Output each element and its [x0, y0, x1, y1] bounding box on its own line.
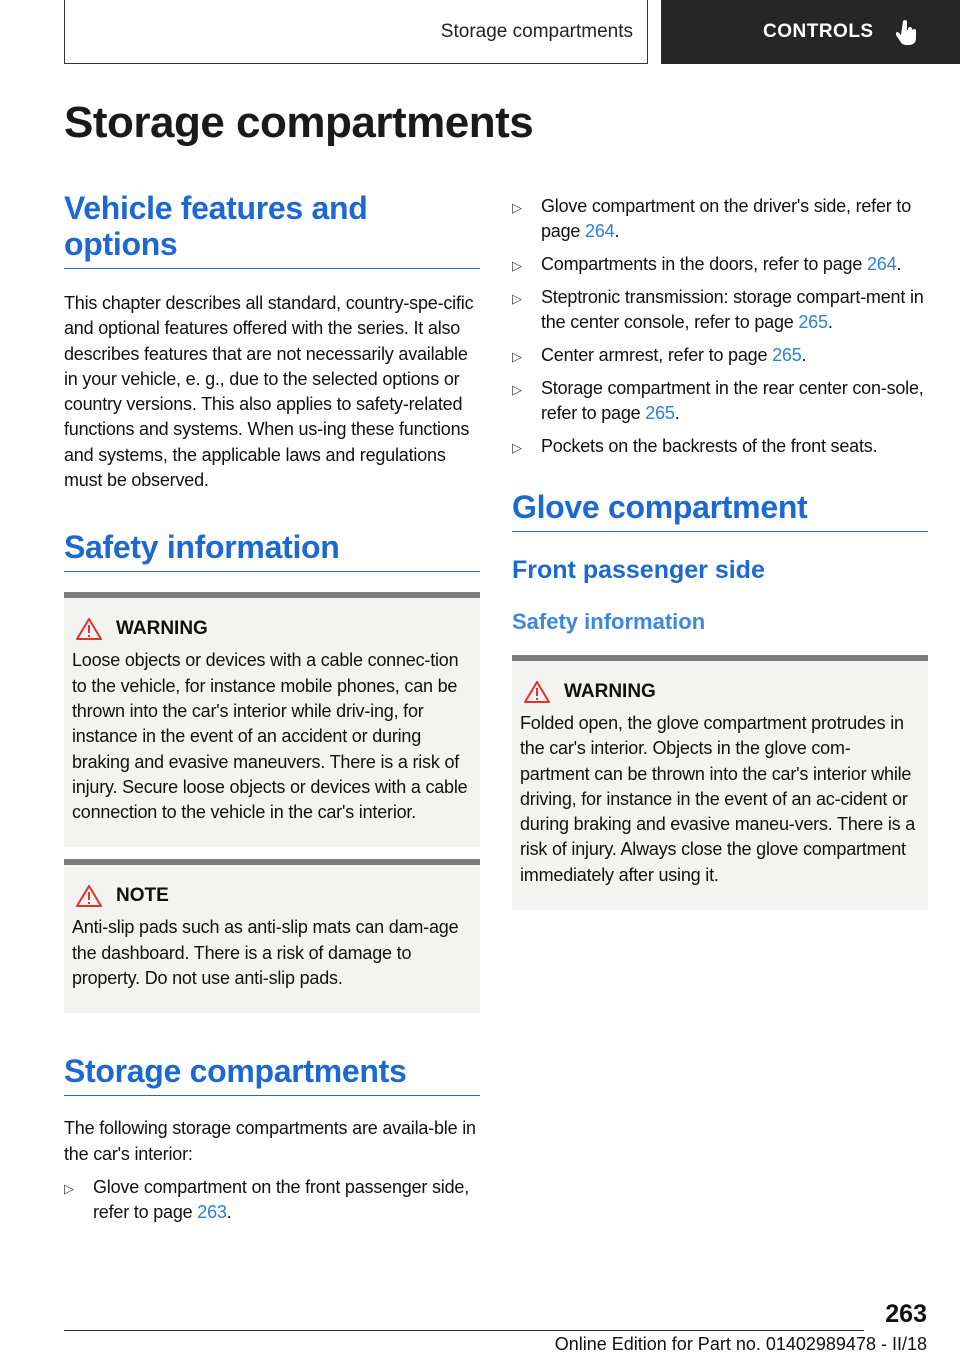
storage-list-right	[512, 194, 928, 459]
bullet-triangle-icon: ▷	[512, 258, 522, 273]
bullet-triangle-icon: ▷	[512, 200, 522, 215]
header-section-label: Storage compartments	[440, 20, 633, 42]
list-item-text: Pockets on the backrests of the front seats.	[541, 436, 878, 456]
storage-intro-text: The following storage compartments are availa-ble in the car's interior:	[64, 1118, 476, 1164]
safety-information-subheading: Safety information	[512, 609, 706, 634]
front-passenger-side-heading: Front passenger side	[512, 556, 765, 584]
list-item	[64, 1175, 480, 1225]
left-column	[64, 190, 480, 1233]
header-section-tab	[64, 0, 648, 64]
storage-compartments-heading: Storage compartments	[64, 1053, 480, 1096]
list-item-text: Steptronic transmission: storage compart-ment in the center console, refer to page	[541, 287, 924, 332]
page-link[interactable]: 265	[772, 345, 802, 365]
glove-compartment-heading: Glove compartment	[512, 489, 928, 532]
list-item-end: .	[674, 403, 680, 423]
page-link[interactable]: 265	[798, 312, 828, 332]
bullet-triangle-icon: ▷	[512, 440, 522, 455]
safety-information-heading: Safety information	[64, 529, 480, 572]
footer-divider	[64, 1330, 864, 1331]
list-item	[512, 252, 928, 277]
list-item-end: .	[827, 312, 833, 332]
vehicle-features-heading: Vehicle features and options	[64, 190, 480, 269]
bullet-triangle-icon: ▷	[512, 291, 522, 306]
list-item	[512, 434, 928, 459]
list-item-text: Storage compartment in the rear center con-sole, refer to page	[541, 378, 924, 423]
list-item-text: Compartments in the doors, refer to page	[541, 254, 867, 274]
page-number: 263	[885, 1300, 927, 1328]
list-item-text: Center armrest, refer to page	[541, 345, 773, 365]
note-triangle-icon	[76, 885, 102, 907]
page-link[interactable]: 263	[197, 1201, 227, 1222]
warning-box	[64, 592, 480, 847]
right-column	[512, 194, 928, 910]
warning-text: Folded open, the glove compartment protrudes in the car's interior. Objects in the glove com-partment can be thrown into the car's interior while driving, for instance in the event of an ac-cident or during braking and evasive maneu-vers. There is a risk of injury. Always close the glove compartment immediately after using it.	[520, 713, 916, 885]
bullet-triangle-icon: ▷	[64, 1180, 74, 1196]
footer-edition: Online Edition for Part no. 01402989478 - II/18	[554, 1334, 927, 1354]
warning-text: Loose objects or devices with a cable connec-tion to the vehicle, for instance mobile phones, can be thrown into the car's interior while driv-ing, for instance in the event of an accident or during braking and evasive maneuvers. There is a risk of injury. Secure loose objects or devices with a cable connection to the vehicle in the car's interior.	[72, 650, 468, 823]
page-link[interactable]: 265	[645, 403, 675, 423]
list-item-text: Glove compartment on the driver's side, refer to page	[541, 196, 911, 241]
vehicle-features-text: This chapter describes all standard, country-spe-cific and optional features offered with the series. It also describes features that are not necessarily available in your vehicle, e. g., due to the selected options or country versions. This also applies to safety-related functions and systems. When us-ing these functions and systems, the applicable laws and regulations must be observed.	[64, 293, 474, 491]
note-label: NOTE	[116, 885, 169, 907]
header-chapter-label: CONTROLS	[763, 21, 874, 42]
warning-box	[512, 655, 928, 910]
header-chapter-tab	[661, 0, 960, 64]
list-item	[512, 343, 928, 368]
list-item-end: .	[226, 1201, 232, 1222]
page-link[interactable]: 264	[585, 221, 615, 241]
bullet-triangle-icon: ▷	[512, 382, 522, 397]
list-item-end: .	[614, 221, 620, 241]
list-item	[512, 194, 928, 244]
pointing-hand-icon	[896, 19, 918, 45]
list-item	[512, 376, 928, 426]
note-text: Anti-slip pads such as anti-slip mats can dam-age the dashboard. There is a risk of damage to property. Do not use anti-slip pads.	[72, 917, 459, 989]
warning-label: WARNING	[564, 681, 656, 702]
bullet-triangle-icon: ▷	[512, 349, 522, 364]
list-item	[512, 285, 928, 335]
page-link[interactable]: 264	[866, 254, 897, 274]
note-box	[64, 859, 480, 1013]
list-item-end: .	[801, 345, 807, 365]
list-item-text: Glove compartment on the front passenger side, refer to page	[93, 1176, 470, 1222]
warning-label: WARNING	[116, 618, 208, 640]
warning-triangle-icon	[76, 618, 102, 640]
storage-list-left	[64, 1175, 480, 1225]
warning-triangle-icon	[524, 681, 550, 703]
list-item-end: .	[896, 254, 902, 274]
page-title: Storage compartments	[64, 98, 534, 147]
